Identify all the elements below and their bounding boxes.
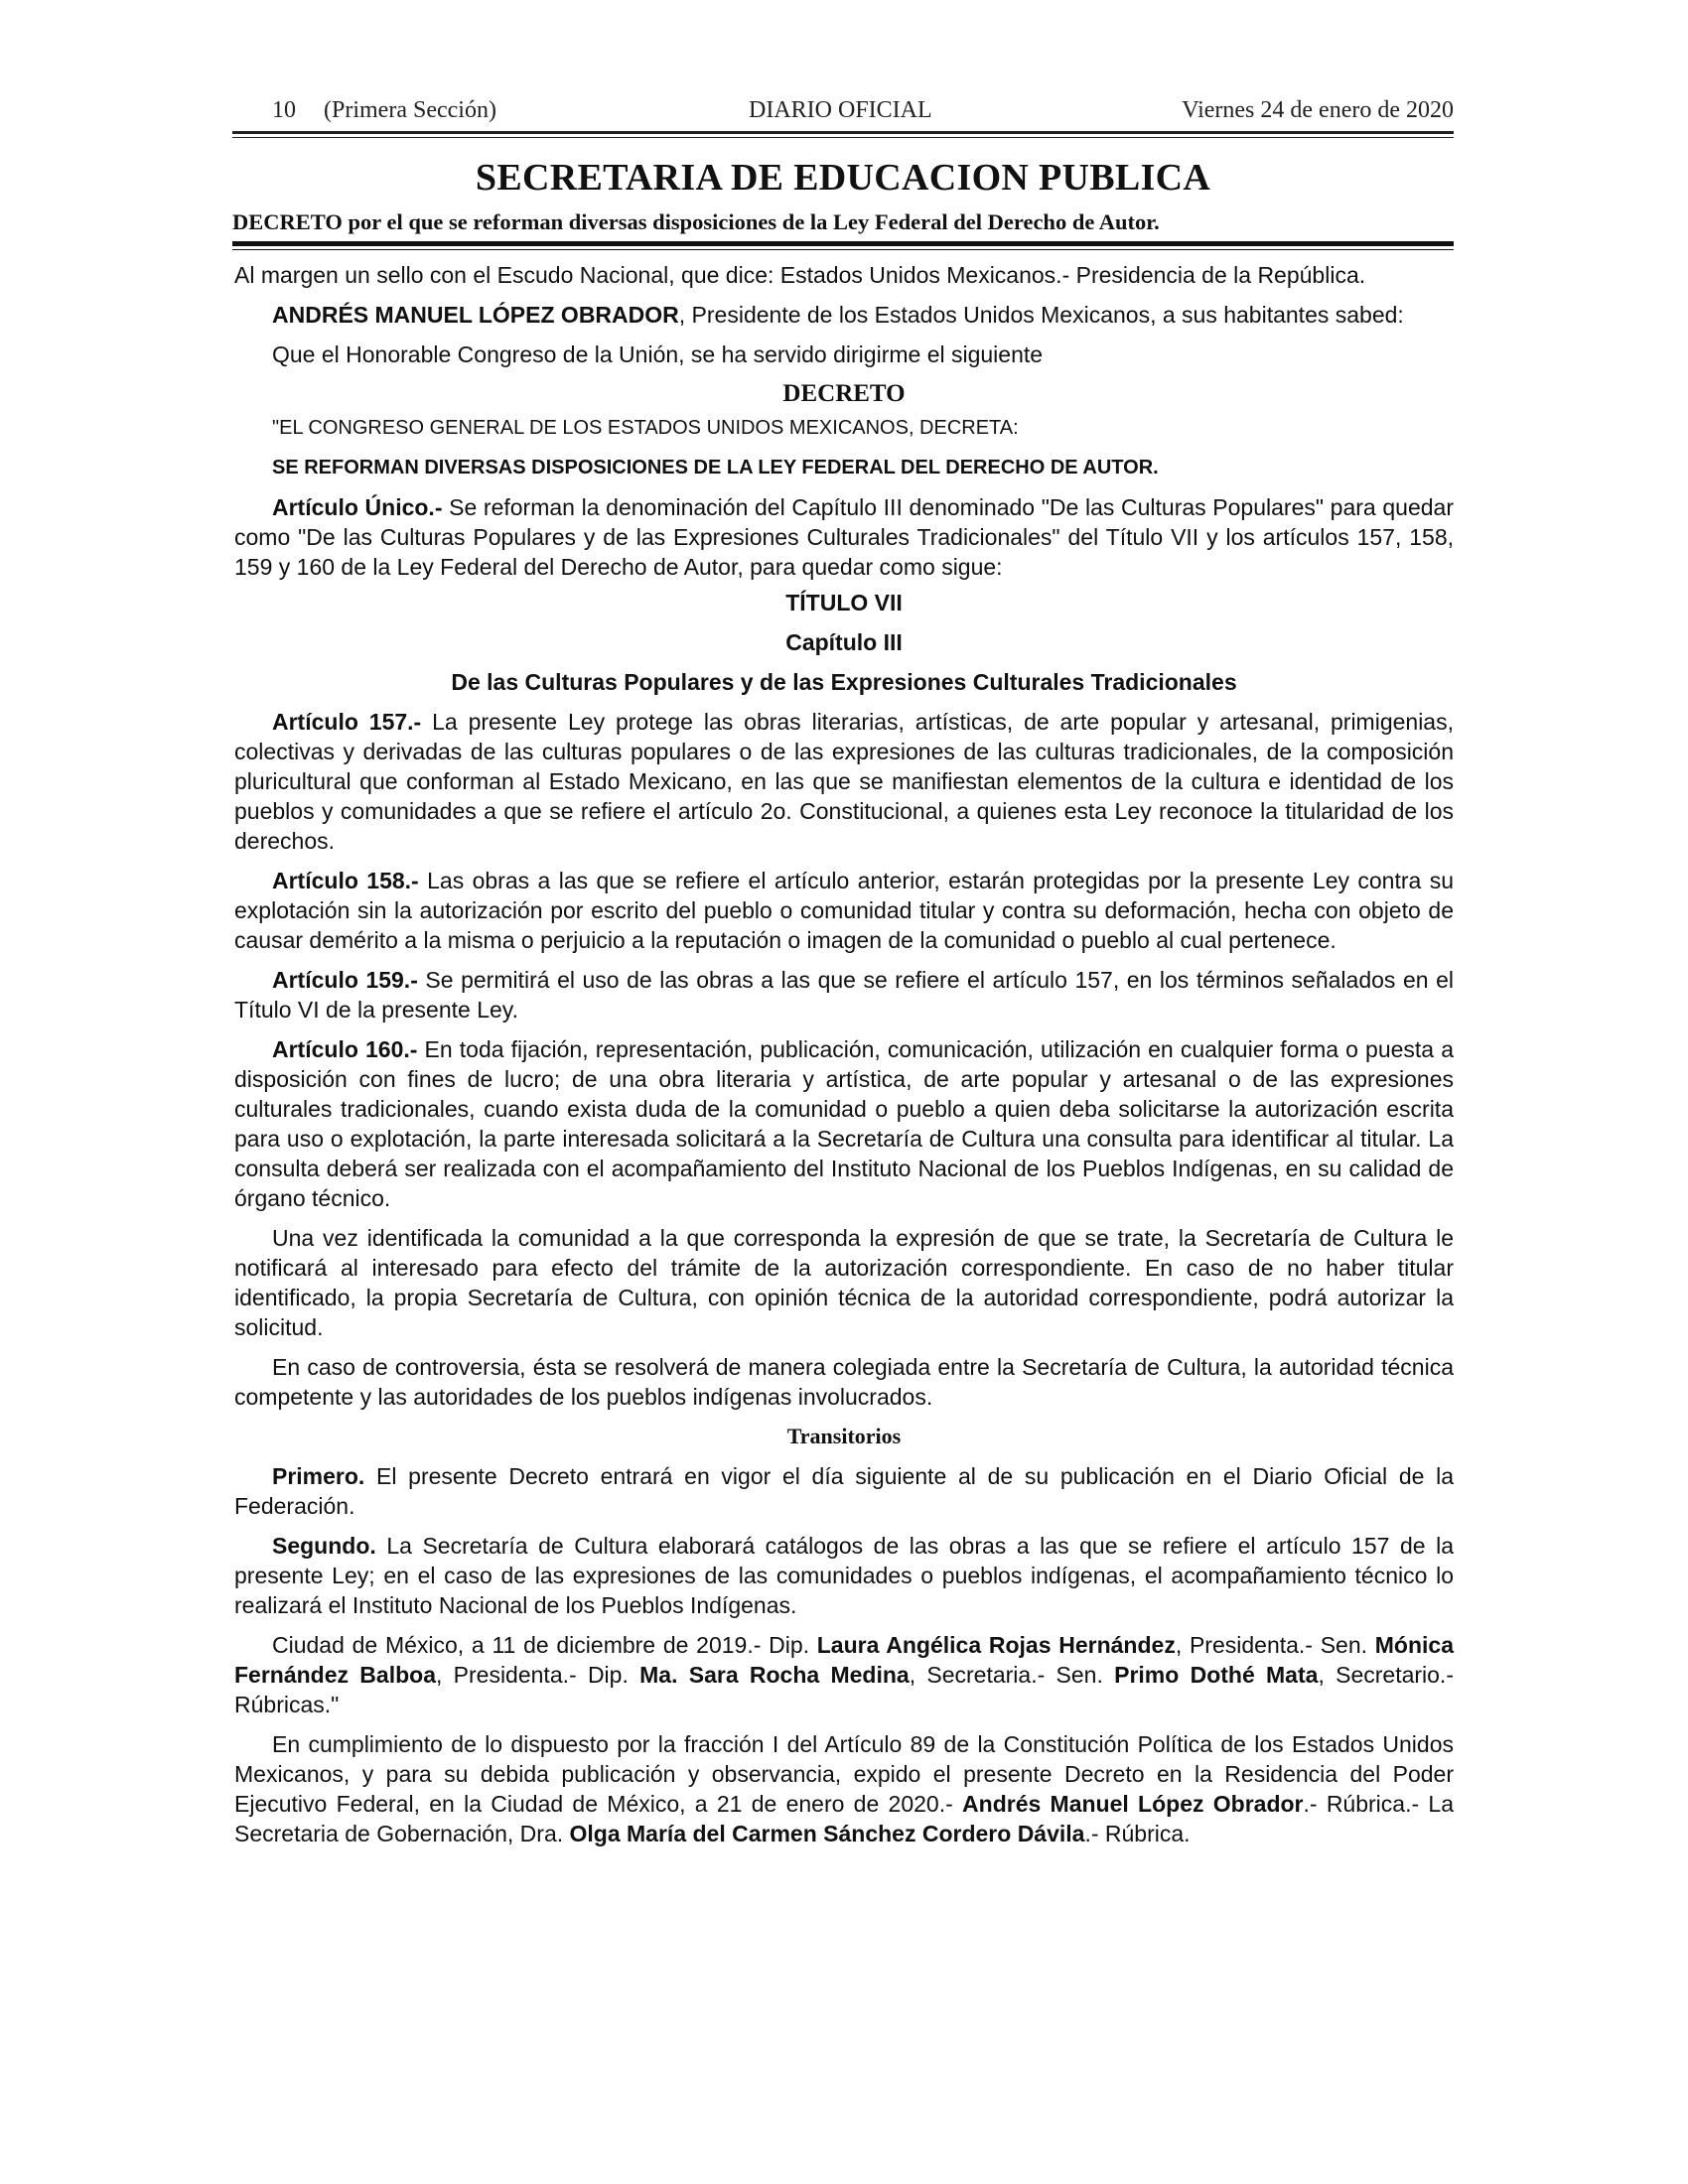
article-label: Artículo 157.- xyxy=(272,709,422,735)
transitorio-label: Primero. xyxy=(272,1463,365,1489)
signatory-name: Ma. Sara Rocha Medina xyxy=(639,1662,910,1688)
decree-title-bold: DECRETO xyxy=(232,209,343,234)
transitorio-label: Segundo. xyxy=(272,1533,376,1559)
decree-title-rest: por el que se reforman diversas disposiciones de la Ley Federal del Derecho de Autor. xyxy=(342,209,1160,234)
page-number: 10 xyxy=(272,97,296,123)
transitorio-text: La Secretaría de Cultura elaborará catálogos de las obras a las que se refiere el artículo 157 de la presente Ley; en el caso de las expresiones de las comunidades o pueblos indígenas, el acompañamiento técnico lo realizará el Instituto Nacional de los Pueblos Indígenas. xyxy=(234,1533,1454,1618)
document-page xyxy=(232,95,1454,1848)
closing-text: .- Rúbrica. xyxy=(1084,1821,1191,1846)
signature-text: Ciudad de México, a 11 de diciembre de 2019.- Dip. xyxy=(272,1632,817,1658)
closing-text: .- Rúbrica.- La Secretaria de Gobernación, Dra. xyxy=(234,1791,1454,1846)
article-label: Artículo 160.- xyxy=(272,1036,418,1062)
publication-date: Viernes 24 de enero de 2020 xyxy=(1182,97,1454,123)
article-text: Se permitirá el uso de las obras a las que se refiere el artículo 157, en los términos señalados en el Título VI de la presente Ley. xyxy=(234,967,1454,1023)
signatory-name: Mónica Fernández Balboa xyxy=(234,1632,1454,1688)
running-header xyxy=(232,95,1454,134)
article-label: Artículo 159.- xyxy=(272,967,418,993)
congress-decreta: "EL CONGRESO GENERAL DE LOS ESTADOS UNIDOS MEXICANOS, DECRETA: xyxy=(272,417,1019,439)
article-label: Artículo 158.- xyxy=(272,868,419,893)
closing-text: En cumplimiento de lo dispuesto por la fracción I del Artículo 89 de la Constitución Política de los Estados Unidos Mexicanos, y para su debida publicación y observancia, expido el presente Decreto en la Residencia del Poder Ejecutivo Federal, en la Ciudad de México, a 21 de enero de 2020.- xyxy=(234,1731,1454,1817)
signatory-name: Primo Dothé Mata xyxy=(1114,1662,1319,1688)
president-intro-text: , Presidente de los Estados Unidos Mexicanos, a sus habitantes sabed: xyxy=(678,302,1404,328)
signatory-name: Andrés Manuel López Obrador xyxy=(962,1791,1304,1817)
articulo-unico-text: Se reforman la denominación del Capítulo III denominado "De las Culturas Populares" para quedar como "De las Culturas Populares y de las Expresiones Culturales Tradicionales" del Título VII y los artículos 157, 158, 159 y 160 de la Ley Federal del Derecho de Autor, para quedar como sigue: xyxy=(234,494,1454,580)
article-text: La presente Ley protege las obras literarias, artísticas, de arte popular y artesanal, primigenias, colectivas y derivadas de las culturas populares o de las expresiones de las culturas tradicionales, de la composición pluricultural que conforman al Estado Mexicano, en las que se manifiestan elementos de la cultura e identidad de los pueblos y comunidades a que se refiere el artículo 2o. Constitucional, a quienes esta Ley reconoce la titularidad de los derechos. xyxy=(234,709,1454,854)
president-intro xyxy=(234,300,1454,330)
article-158 xyxy=(234,866,1454,955)
article-160 xyxy=(234,1034,1454,1213)
paragraph-identificada: Una vez identificada la comunidad a la que corresponda la expresión de que se trate, la Secretaría de Cultura le notificará al interesado para efecto del trámite de la autorización correspondiente. En caso de no haber titular identificado, la propia Secretaría de Cultura, con opinión técnica de la autoridad correspondiente, podrá autorizar la solicitud. xyxy=(234,1225,1454,1340)
section-label: (Primera Sección) xyxy=(324,97,496,123)
signature-text: , Presidenta.- Dip. xyxy=(435,1662,640,1688)
signatory-name: Laura Angélica Rojas Hernández xyxy=(816,1632,1176,1658)
transitorio-primero xyxy=(234,1461,1454,1521)
decree-title xyxy=(232,207,1454,246)
article-text: En toda fijación, representación, publicación, comunicación, utilización en cualquier forma o puesta a disposición con fines de lucro; de una obra literaria y artística, de arte popular y artesanal o de las expresiones culturales tradicionales, cuando exista duda de la comunidad o pueblo a quien deba solicitarse la autorización escrita para uso o explotación, la parte interesada solicitará a la Secretaría de Cultura una consulta para identificar al titular. La consulta deberá ser realizada con el acompañamiento del Instituto Nacional de los Pueblos Indígenas, en su calidad de órgano técnico. xyxy=(234,1036,1454,1211)
signature-text: , Presidenta.- Sen. xyxy=(1175,1632,1375,1658)
article-text: Las obras a las que se refiere el artículo anterior, estarán protegidas por la presente Ley contra su explotación sin la autorización por escrito del pueblo o comunidad titular y contra su deformación, hecha con objeto de causar demérito a la misma o perjuicio a la reputación o imagen de la comunidad o pueblo al cual pertenece. xyxy=(234,868,1454,953)
article-157 xyxy=(234,707,1454,856)
margin-note: Al margen un sello con el Escudo Nacional, que dice: Estados Unidos Mexicanos.- Presidencia de la República. xyxy=(234,262,1366,288)
transitorios-heading: Transitorios xyxy=(786,1424,902,1448)
titulo-heading: TÍTULO VII xyxy=(785,590,903,615)
document-body xyxy=(234,260,1454,1848)
capitulo-heading: Capítulo III xyxy=(785,629,903,655)
transitorio-text: El presente Decreto entrará en vigor el día siguiente al de su publicación en el Diario Oficial de la Federación. xyxy=(234,1463,1454,1519)
reform-heading xyxy=(234,453,1454,482)
article-159 xyxy=(234,965,1454,1024)
signature-text: , Secretaria.- Sen. xyxy=(909,1662,1115,1688)
articulo-unico-label: Artículo Único.- xyxy=(272,494,443,520)
congress-line: Que el Honorable Congreso de la Unión, se ha servido dirigirme el siguiente xyxy=(272,341,1044,367)
signatory-name: Olga María del Carmen Sánchez Cordero Dávila xyxy=(569,1821,1085,1846)
articulo-unico xyxy=(234,492,1454,582)
transitorio-segundo xyxy=(234,1531,1454,1620)
paragraph-controversia: En caso de controversia, ésta se resolverá de manera colegiada entre la Secretaría de Cultura, la autoridad técnica competente y las autoridades de los pueblos indígenas involucrados. xyxy=(234,1354,1454,1410)
signatures-paragraph xyxy=(234,1630,1454,1719)
capitulo-name: De las Culturas Populares y de las Expresiones Culturales Tradicionales xyxy=(451,669,1237,695)
publication-name: DIARIO OFICIAL xyxy=(749,97,932,123)
signature-text: , Secretario.- Rúbricas." xyxy=(234,1662,1454,1717)
closing-paragraph xyxy=(234,1729,1454,1848)
decreto-heading: DECRETO xyxy=(782,380,906,407)
secretaria-title: SECRETARIA DE EDUCACION PUBLICA xyxy=(475,157,1211,199)
reform-heading-text: SE REFORMAN DIVERSAS DISPOSICIONES DE LA LEY FEDERAL DEL DERECHO DE AUTOR. xyxy=(272,457,1159,478)
header-left xyxy=(272,97,496,124)
president-name: ANDRÉS MANUEL LÓPEZ OBRADOR xyxy=(272,302,679,328)
